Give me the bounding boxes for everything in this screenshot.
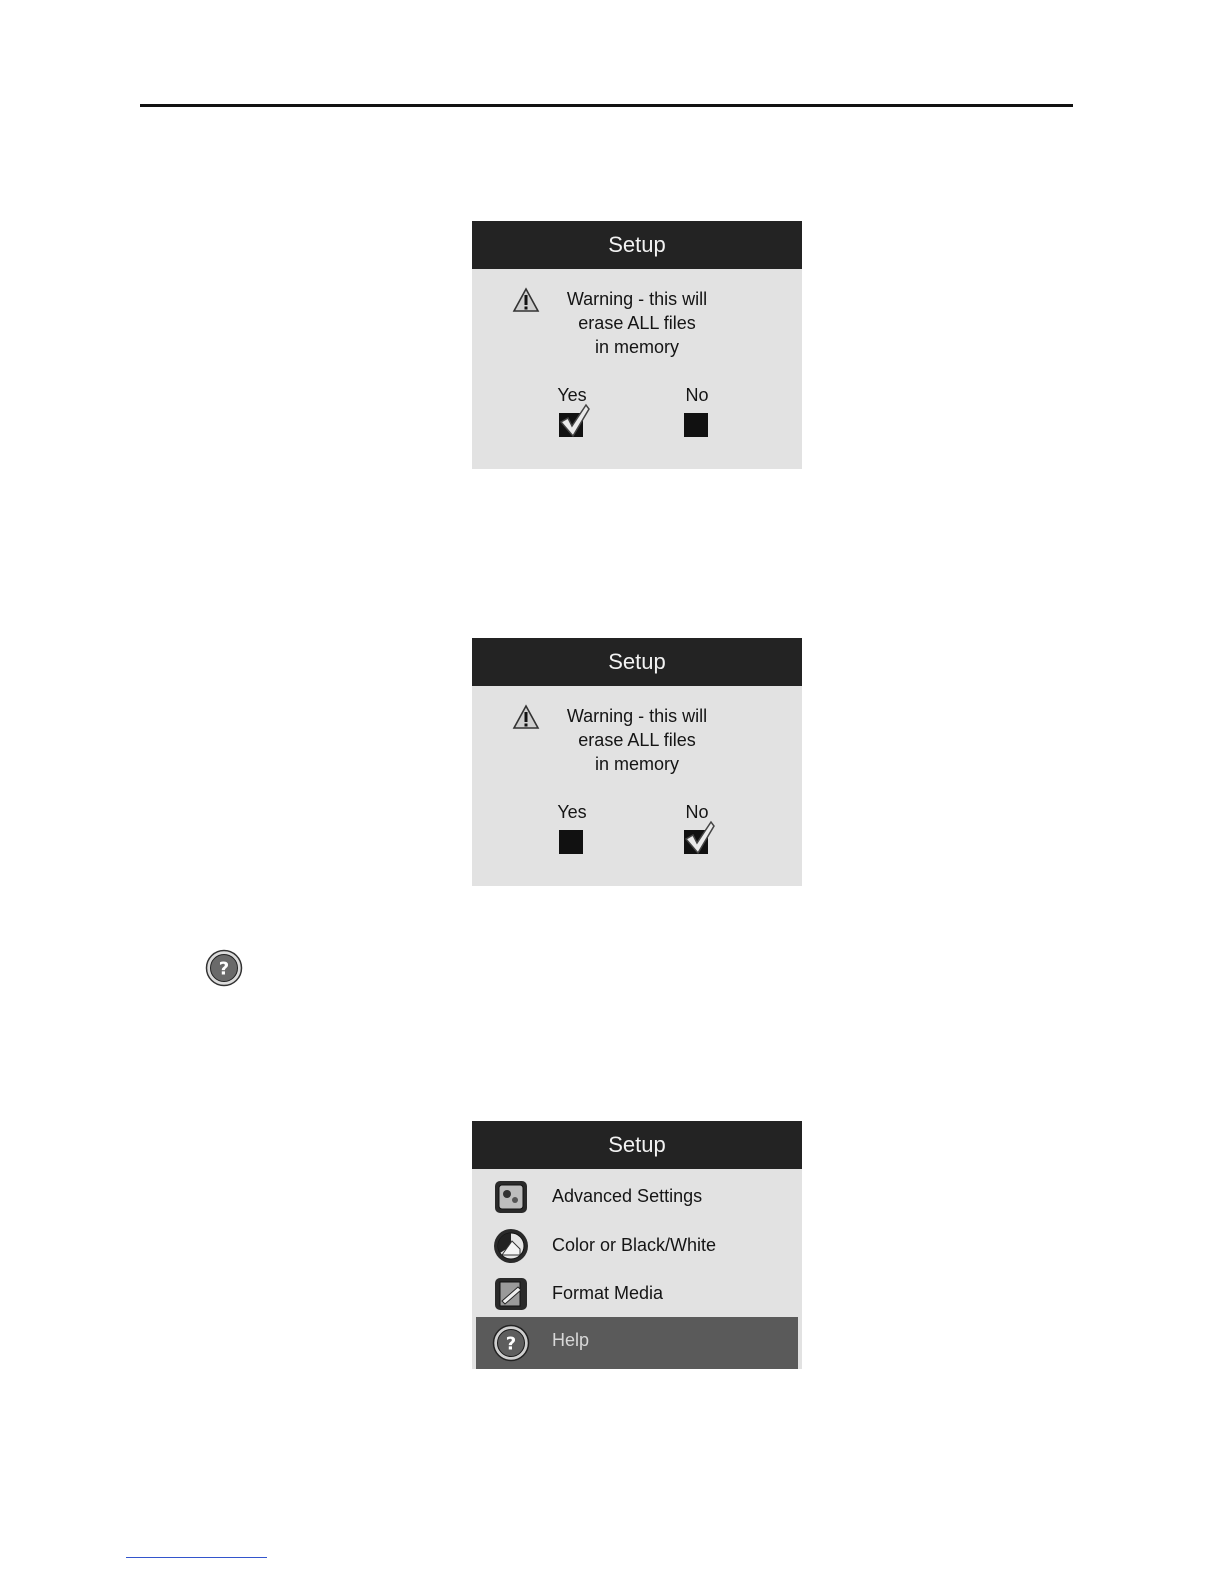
advanced-settings-icon	[492, 1178, 530, 1216]
warning-line: in memory	[594, 754, 679, 774]
help-icon	[492, 1324, 530, 1362]
panel-title: Setup	[472, 638, 802, 686]
warning-line: in memory	[594, 337, 679, 357]
menu-item-format-media[interactable]	[472, 1269, 802, 1317]
yes-label: Yes	[557, 385, 587, 405]
panel-title: Setup	[472, 1121, 802, 1169]
yes-label: Yes	[557, 802, 587, 822]
panel-title: Setup	[472, 221, 802, 269]
no-label: No	[685, 385, 709, 405]
menu-item-label: Color or Black/White	[552, 1235, 717, 1255]
checkmark-icon	[556, 401, 592, 439]
help-icon	[205, 949, 243, 987]
warning-message	[472, 704, 802, 776]
svg-text:?: ?	[505, 1333, 517, 1355]
no-label: No	[685, 802, 709, 822]
warning-line: erase ALL files	[578, 313, 696, 333]
menu-item-label: Advanced Settings	[552, 1186, 703, 1206]
warning-message	[472, 287, 802, 359]
menu-item-help[interactable]	[476, 1317, 798, 1369]
svg-text:?: ?	[218, 958, 230, 980]
footer-link-underline	[126, 1557, 267, 1558]
menu-item-advanced-settings[interactable]	[472, 1172, 802, 1220]
warning-line: Warning - this will	[566, 706, 708, 726]
color-bw-icon	[492, 1227, 530, 1265]
warning-line: Warning - this will	[566, 289, 708, 309]
menu-item-label: Help	[552, 1330, 590, 1350]
yes-checkbox[interactable]	[559, 830, 583, 854]
menu-item-color-bw[interactable]	[472, 1221, 802, 1269]
header-rule	[140, 104, 1073, 107]
setup-menu-panel	[472, 1121, 802, 1369]
format-confirm-panel-yes	[472, 221, 802, 469]
menu-item-label: Format Media	[552, 1283, 664, 1303]
format-media-icon	[492, 1275, 530, 1313]
warning-line: erase ALL files	[578, 730, 696, 750]
format-confirm-panel-no	[472, 638, 802, 886]
no-checkbox[interactable]	[684, 413, 708, 437]
checkmark-icon	[681, 818, 717, 856]
